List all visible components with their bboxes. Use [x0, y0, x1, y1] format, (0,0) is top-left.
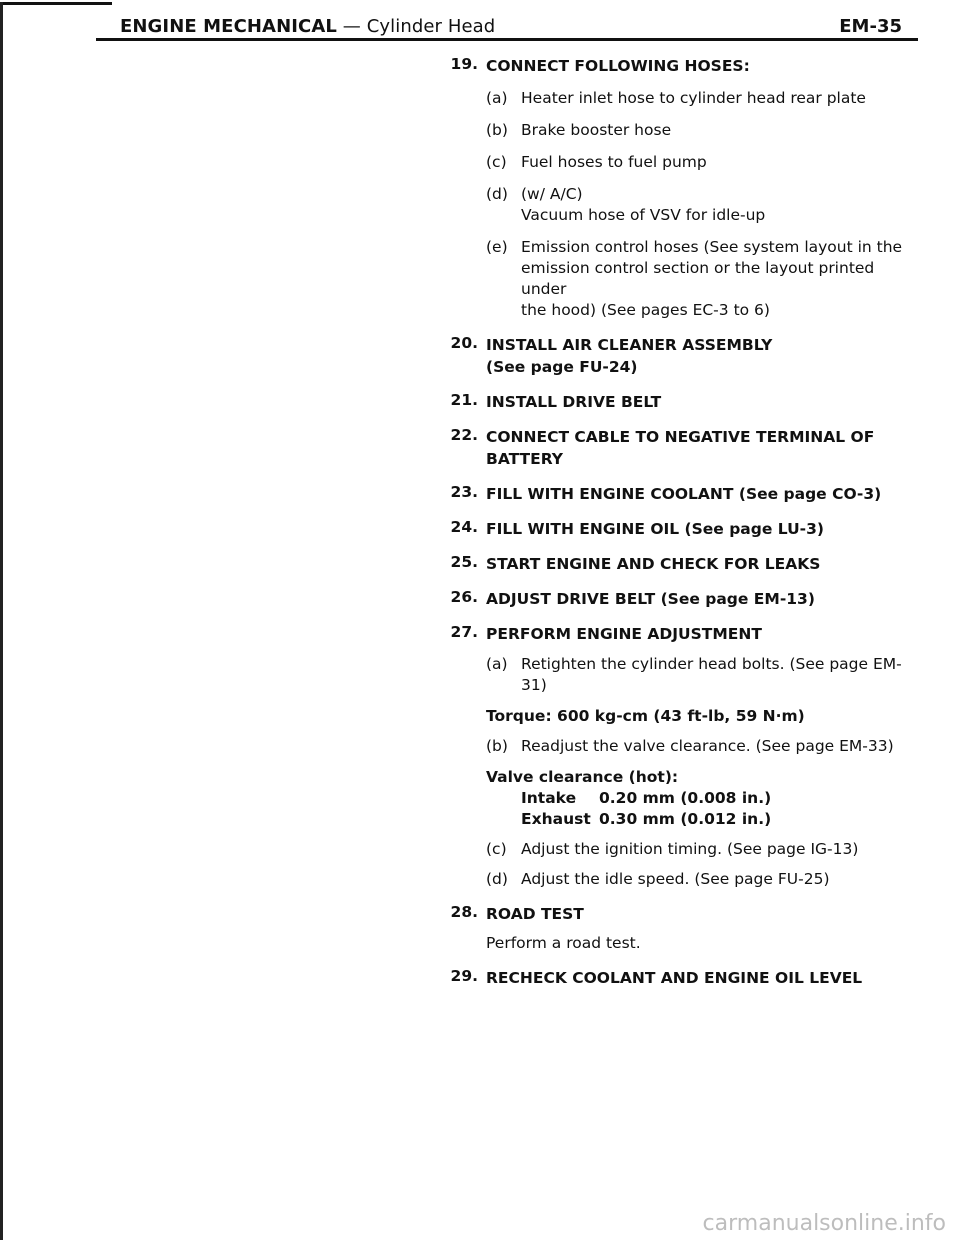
step-title: PERFORM ENGINE ADJUSTMENT	[486, 625, 762, 643]
watermark: carmanualsonline.info	[702, 1211, 946, 1236]
step-28	[440, 903, 920, 954]
step-number: 19.	[450, 55, 478, 73]
step-number: 28.	[450, 903, 478, 921]
sub-step-letter: (b)	[486, 121, 508, 139]
step-23	[440, 483, 920, 505]
sub-step-b	[486, 120, 920, 141]
step-24	[440, 518, 920, 540]
step-number: 27.	[450, 623, 478, 641]
step-22	[440, 426, 920, 470]
exhaust-spec-row	[486, 809, 920, 830]
sub-step-b	[486, 736, 920, 757]
step-title: INSTALL DRIVE BELT	[486, 393, 662, 411]
step-title	[486, 334, 920, 378]
sub-step-text: Readjust the valve clearance. (See page EM-33)	[521, 737, 894, 755]
sub-step-text: Heater inlet hose to cylinder head rear plate	[521, 89, 866, 107]
sub-step-text: Adjust the idle speed. (See page FU-25)	[521, 870, 830, 888]
sub-step-d	[486, 184, 920, 226]
step-title-line: (See page FU-24)	[486, 358, 638, 376]
sub-step-letter: (e)	[486, 238, 508, 256]
sub-step-letter: (b)	[486, 737, 508, 755]
sub-step-c	[486, 152, 920, 173]
step-number: 23.	[450, 483, 478, 501]
step-title: ADJUST DRIVE BELT (See page EM-13)	[486, 590, 815, 608]
sub-step-text: the hood) (See pages EC-3 to 6)	[521, 301, 770, 319]
step-number: 21.	[450, 391, 478, 409]
step-29	[440, 967, 920, 989]
step-title-line: CONNECT CABLE TO NEGATIVE TERMINAL OF	[486, 428, 875, 446]
step-number: 22.	[450, 426, 478, 444]
step-19	[440, 55, 920, 321]
scan-edge-mark	[0, 2, 112, 5]
scan-edge-line	[0, 2, 3, 1240]
step-title	[486, 426, 920, 470]
step-title: START ENGINE AND CHECK FOR LEAKS	[486, 555, 821, 573]
step-26	[440, 588, 920, 610]
sub-step-text: Vacuum hose of VSV for idle-up	[521, 206, 766, 224]
header-title	[120, 16, 495, 37]
sub-step-letter: (d)	[486, 870, 508, 888]
sub-step-text: Brake booster hose	[521, 121, 672, 139]
step-21	[440, 391, 920, 413]
exhaust-label: Exhaust	[521, 810, 591, 828]
step-title: FILL WITH ENGINE COOLANT (See page CO-3)	[486, 485, 882, 503]
step-title: FILL WITH ENGINE OIL (See page LU-3)	[486, 520, 824, 538]
sub-step-text: (w/ A/C)	[521, 185, 583, 203]
header-rule	[96, 38, 918, 41]
sub-step-a	[486, 88, 920, 109]
step-25	[440, 553, 920, 575]
step-number: 24.	[450, 518, 478, 536]
sub-step-letter: (d)	[486, 185, 508, 203]
sub-step-c	[486, 839, 920, 860]
torque-spec: Torque: 600 kg-cm (43 ft-lb, 59 N·m)	[486, 707, 805, 725]
procedure-steps	[440, 55, 920, 989]
sub-step-e	[486, 237, 920, 321]
sub-step-letter: (a)	[486, 655, 508, 673]
sub-step-letter: (c)	[486, 153, 507, 171]
header-section: ENGINE MECHANICAL	[120, 16, 337, 37]
sub-step-text: Fuel hoses to fuel pump	[521, 153, 707, 171]
step-title-line: INSTALL AIR CLEANER ASSEMBLY	[486, 336, 773, 354]
page-header	[120, 14, 910, 40]
sub-step-text: emission control section or the layout printed under	[521, 259, 875, 298]
sub-step-text: Emission control hoses (See system layout in the	[521, 238, 903, 256]
valve-clearance-label: Valve clearance (hot):	[486, 768, 679, 786]
sub-step-a	[486, 654, 920, 696]
sub-step-text: Adjust the ignition timing. (See page IG-13)	[521, 840, 859, 858]
sub-step-letter: (a)	[486, 89, 508, 107]
step-number: 26.	[450, 588, 478, 606]
exhaust-value: 0.30 mm (0.012 in.)	[599, 810, 772, 828]
step-number: 20.	[450, 334, 478, 352]
intake-value: 0.20 mm (0.008 in.)	[599, 789, 772, 807]
step-body-text: Perform a road test.	[486, 934, 641, 952]
header-subsection: Cylinder Head	[366, 16, 496, 37]
step-27	[440, 623, 920, 890]
step-title: ROAD TEST	[486, 905, 584, 923]
step-20	[440, 334, 920, 378]
sub-step-letter: (c)	[486, 840, 507, 858]
step-title: CONNECT FOLLOWING HOSES:	[486, 57, 750, 75]
intake-label: Intake	[521, 789, 577, 807]
step-title: RECHECK COOLANT AND ENGINE OIL LEVEL	[486, 969, 863, 987]
header-dash: —	[336, 16, 367, 37]
step-title-line: BATTERY	[486, 450, 564, 468]
intake-spec-row	[486, 788, 920, 809]
step-number: 29.	[450, 967, 478, 985]
step-number: 25.	[450, 553, 478, 571]
sub-step-text: Retighten the cylinder head bolts. (See page EM-31)	[521, 655, 902, 694]
sub-step-d	[486, 869, 920, 890]
header-page-ref: EM-35	[839, 16, 902, 37]
